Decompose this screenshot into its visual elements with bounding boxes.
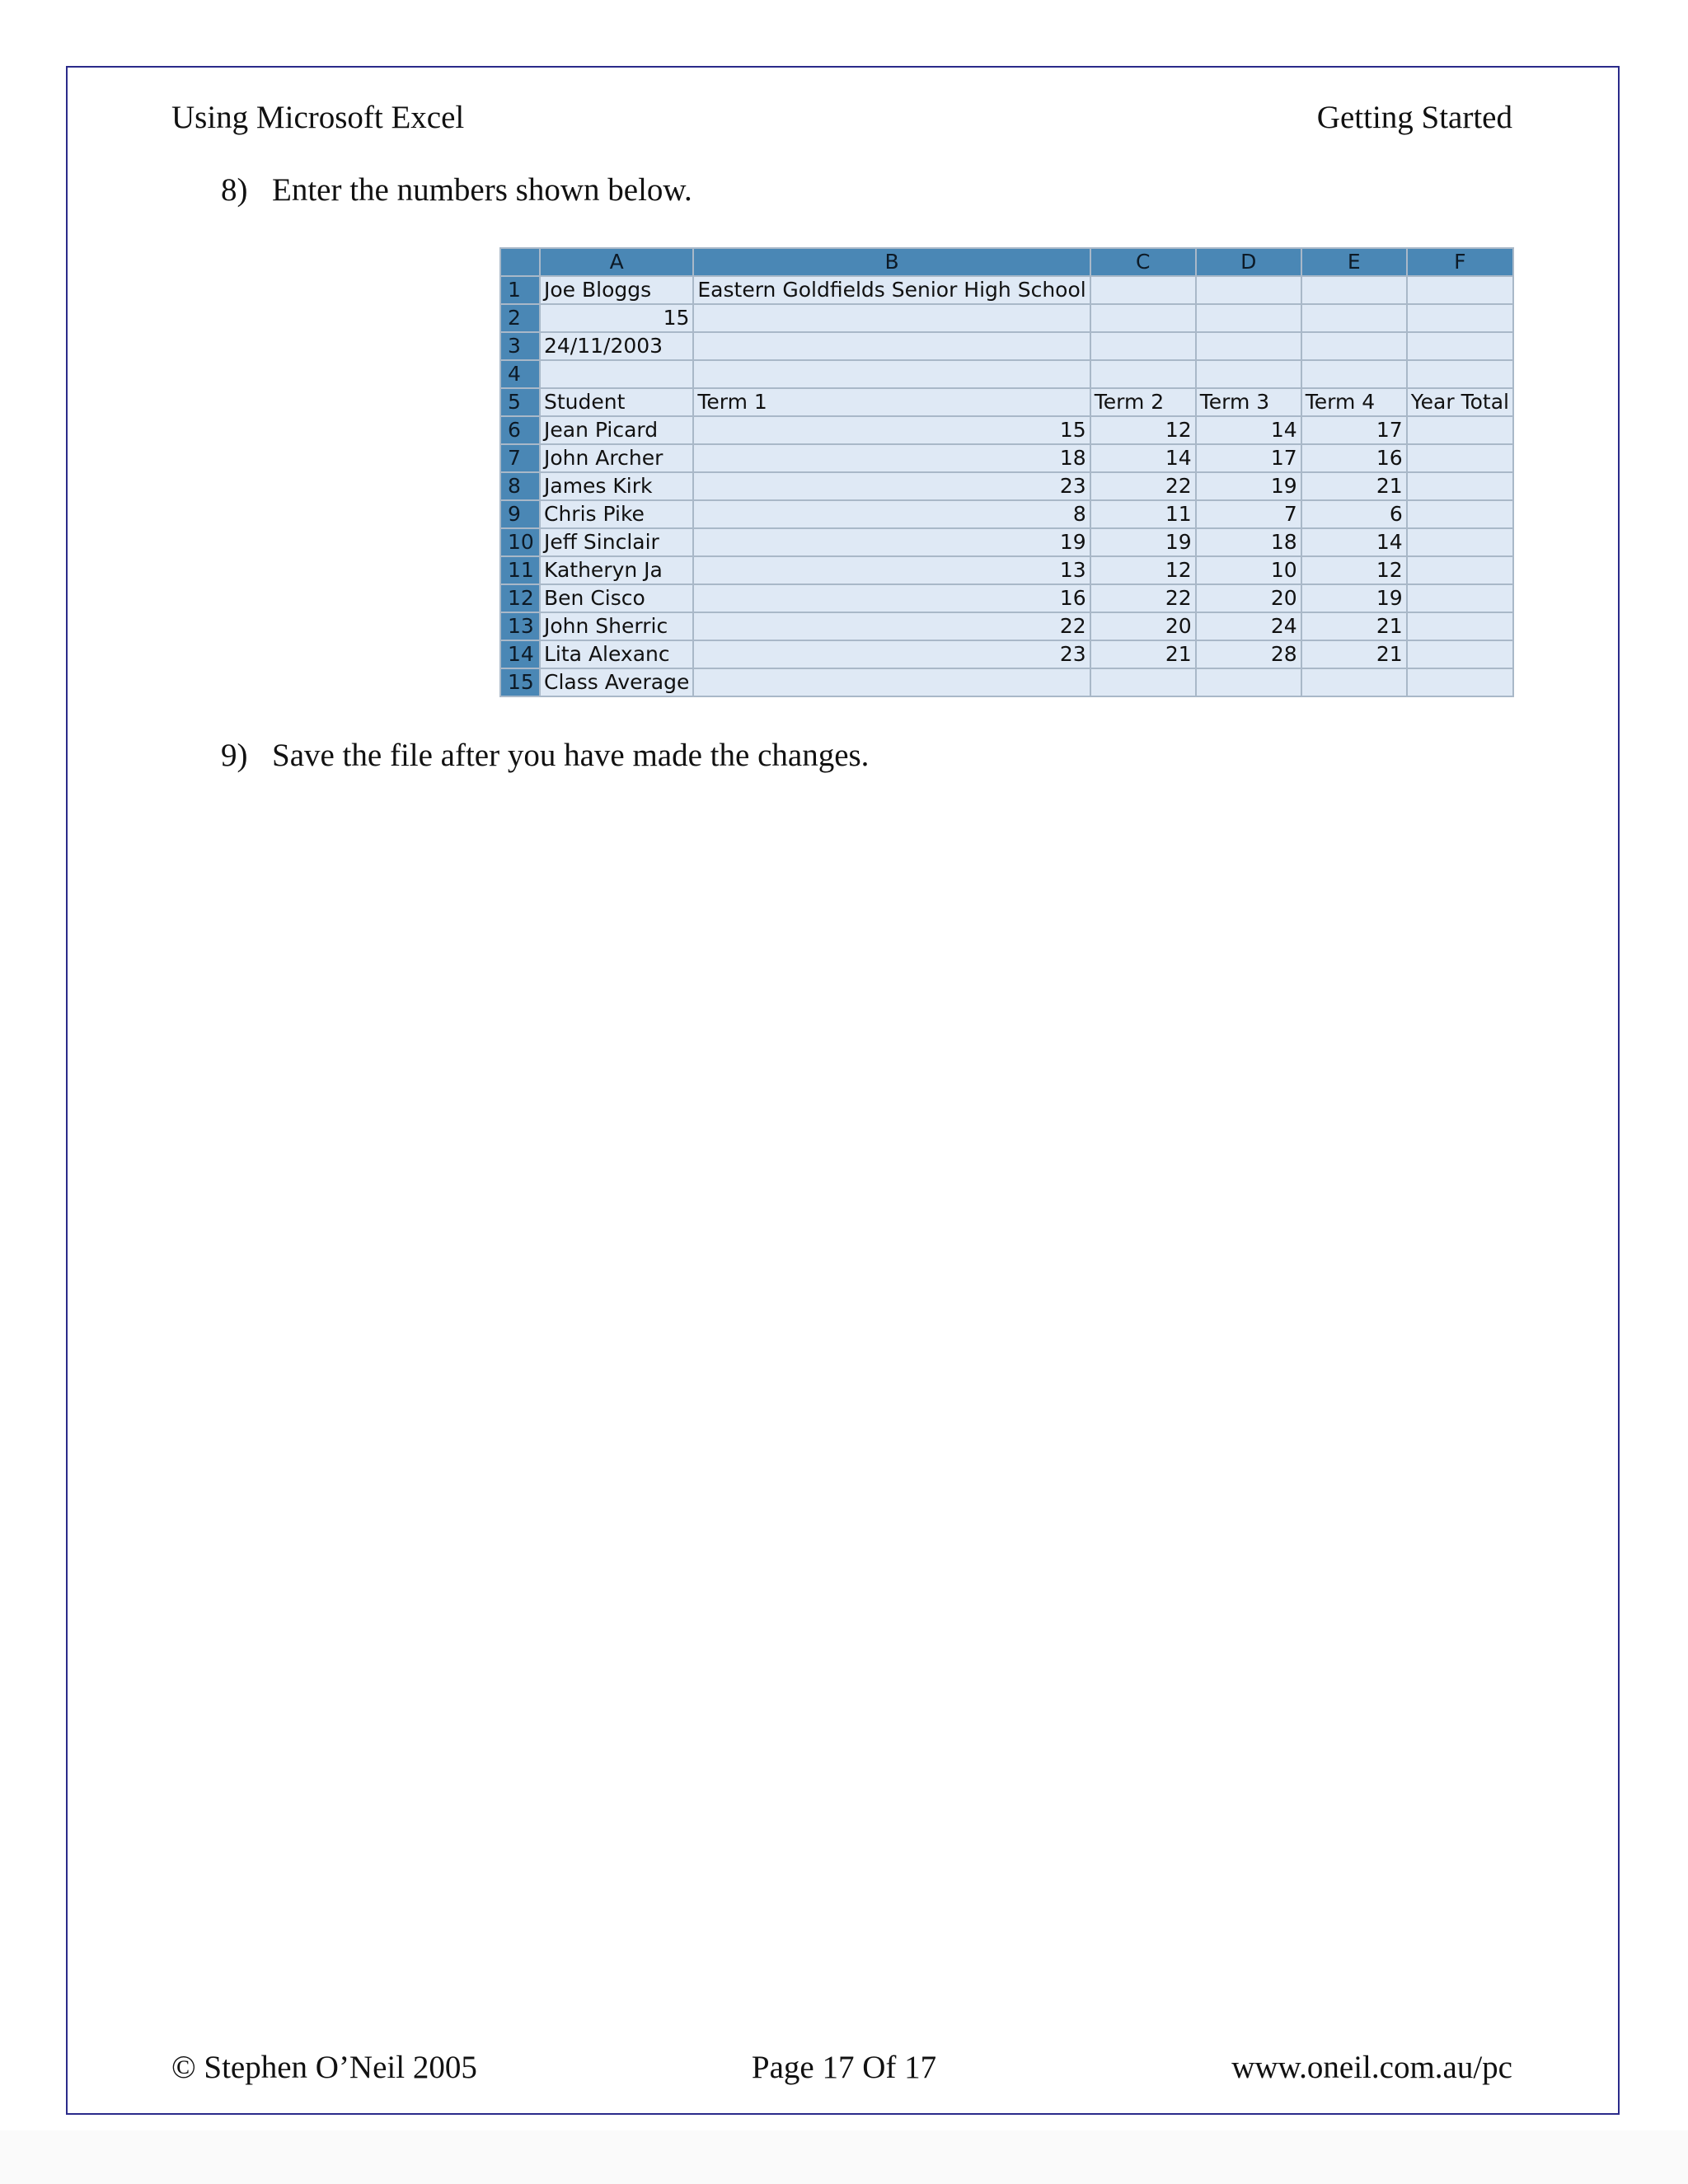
cell-a15: Class Average bbox=[540, 668, 693, 696]
cell-c2 bbox=[1090, 304, 1196, 332]
cell-e2 bbox=[1301, 304, 1407, 332]
cell-c15 bbox=[1090, 668, 1196, 696]
spreadsheet-row bbox=[500, 416, 1513, 444]
cell-b12: 16 bbox=[693, 584, 1090, 612]
cell-c6: 12 bbox=[1090, 416, 1196, 444]
cell-f8 bbox=[1407, 472, 1513, 500]
cell-d6: 14 bbox=[1196, 416, 1301, 444]
cell-d7: 17 bbox=[1196, 444, 1301, 472]
cell-c5: Term 2 bbox=[1090, 388, 1196, 416]
cell-a7: John Archer bbox=[540, 444, 693, 472]
step-text: Enter the numbers shown below. bbox=[272, 172, 692, 208]
cell-b14: 23 bbox=[693, 640, 1090, 668]
cell-b7: 18 bbox=[693, 444, 1090, 472]
column-header: A bbox=[540, 248, 693, 276]
cell-d4 bbox=[1196, 360, 1301, 388]
cell-a2: 15 bbox=[540, 304, 693, 332]
row-header: 8 bbox=[500, 472, 540, 500]
cell-a11: Katheryn Ja bbox=[540, 556, 693, 584]
step-number: 9) bbox=[221, 738, 248, 773]
cell-e7: 16 bbox=[1301, 444, 1407, 472]
spreadsheet-row bbox=[500, 640, 1513, 668]
cell-d9: 7 bbox=[1196, 500, 1301, 528]
cell-a6: Jean Picard bbox=[540, 416, 693, 444]
cell-b13: 22 bbox=[693, 612, 1090, 640]
cell-b2 bbox=[693, 304, 1090, 332]
cell-d13: 24 bbox=[1196, 612, 1301, 640]
header-section-title: Getting Started bbox=[1316, 100, 1512, 135]
spreadsheet-row bbox=[500, 388, 1513, 416]
cell-f4 bbox=[1407, 360, 1513, 388]
column-header: E bbox=[1301, 248, 1407, 276]
cell-e3 bbox=[1301, 332, 1407, 360]
cell-f11 bbox=[1407, 556, 1513, 584]
row-header: 7 bbox=[500, 444, 540, 472]
cell-f15 bbox=[1407, 668, 1513, 696]
cell-a5: Student bbox=[540, 388, 693, 416]
column-header: D bbox=[1196, 248, 1301, 276]
spreadsheet-row bbox=[500, 276, 1513, 304]
cell-c3 bbox=[1090, 332, 1196, 360]
cell-e5: Term 4 bbox=[1301, 388, 1407, 416]
cell-b15 bbox=[693, 668, 1090, 696]
row-header: 3 bbox=[500, 332, 540, 360]
cell-e10: 14 bbox=[1301, 528, 1407, 556]
cell-e1 bbox=[1301, 276, 1407, 304]
cell-c12: 22 bbox=[1090, 584, 1196, 612]
cell-c11: 12 bbox=[1090, 556, 1196, 584]
cell-f5: Year Total bbox=[1407, 388, 1513, 416]
cell-c4 bbox=[1090, 360, 1196, 388]
spreadsheet-row bbox=[500, 360, 1513, 388]
cell-a4 bbox=[540, 360, 693, 388]
spreadsheet-row bbox=[500, 444, 1513, 472]
row-header: 2 bbox=[500, 304, 540, 332]
cell-a12: Ben Cisco bbox=[540, 584, 693, 612]
cell-d5: Term 3 bbox=[1196, 388, 1301, 416]
cell-d10: 18 bbox=[1196, 528, 1301, 556]
row-header: 1 bbox=[500, 276, 540, 304]
cell-f13 bbox=[1407, 612, 1513, 640]
cell-d12: 20 bbox=[1196, 584, 1301, 612]
cell-c8: 22 bbox=[1090, 472, 1196, 500]
spreadsheet-row bbox=[500, 556, 1513, 584]
cell-d15 bbox=[1196, 668, 1301, 696]
cell-d1 bbox=[1196, 276, 1301, 304]
spreadsheet-screenshot bbox=[499, 247, 1514, 697]
cell-f12 bbox=[1407, 584, 1513, 612]
cell-e11: 12 bbox=[1301, 556, 1407, 584]
row-header: 14 bbox=[500, 640, 540, 668]
cell-d14: 28 bbox=[1196, 640, 1301, 668]
select-all-corner bbox=[500, 248, 540, 276]
cell-e8: 21 bbox=[1301, 472, 1407, 500]
step-text: Save the file after you have made the changes. bbox=[272, 738, 870, 773]
cell-c13: 20 bbox=[1090, 612, 1196, 640]
row-header: 10 bbox=[500, 528, 540, 556]
cell-e14: 21 bbox=[1301, 640, 1407, 668]
row-header: 11 bbox=[500, 556, 540, 584]
row-header: 5 bbox=[500, 388, 540, 416]
cell-e6: 17 bbox=[1301, 416, 1407, 444]
cell-e4 bbox=[1301, 360, 1407, 388]
cell-c14: 21 bbox=[1090, 640, 1196, 668]
cell-a14: Lita Alexanc bbox=[540, 640, 693, 668]
step-9 bbox=[221, 735, 869, 776]
cell-b8: 23 bbox=[693, 472, 1090, 500]
cell-b4 bbox=[693, 360, 1090, 388]
cell-b3 bbox=[693, 332, 1090, 360]
spreadsheet-row bbox=[500, 584, 1513, 612]
row-header: 15 bbox=[500, 668, 540, 696]
cell-d3 bbox=[1196, 332, 1301, 360]
spreadsheet-row bbox=[500, 332, 1513, 360]
cell-e15 bbox=[1301, 668, 1407, 696]
header-document-title: Using Microsoft Excel bbox=[171, 100, 465, 135]
cell-b1: Eastern Goldfields Senior High School bbox=[693, 276, 1090, 304]
cell-c7: 14 bbox=[1090, 444, 1196, 472]
row-header: 9 bbox=[500, 500, 540, 528]
cell-a8: James Kirk bbox=[540, 472, 693, 500]
row-header: 6 bbox=[500, 416, 540, 444]
column-header: B bbox=[693, 248, 1090, 276]
cell-c10: 19 bbox=[1090, 528, 1196, 556]
spreadsheet-row bbox=[500, 304, 1513, 332]
spreadsheet-row bbox=[500, 612, 1513, 640]
cell-a1: Joe Bloggs bbox=[540, 276, 693, 304]
cell-e9: 6 bbox=[1301, 500, 1407, 528]
cell-e13: 21 bbox=[1301, 612, 1407, 640]
step-number: 8) bbox=[221, 172, 248, 208]
cell-f10 bbox=[1407, 528, 1513, 556]
footer-copyright: © Stephen O’Neil 2005 bbox=[171, 2050, 477, 2085]
cell-b5: Term 1 bbox=[693, 388, 1090, 416]
column-header-row bbox=[500, 248, 1513, 276]
cell-c1 bbox=[1090, 276, 1196, 304]
cell-b9: 8 bbox=[693, 500, 1090, 528]
cell-a3: 24/11/2003 bbox=[540, 332, 693, 360]
spreadsheet-row bbox=[500, 472, 1513, 500]
cell-c9: 11 bbox=[1090, 500, 1196, 528]
cell-f9 bbox=[1407, 500, 1513, 528]
column-header: C bbox=[1090, 248, 1196, 276]
cell-b6: 15 bbox=[693, 416, 1090, 444]
cell-a9: Chris Pike bbox=[540, 500, 693, 528]
row-header: 4 bbox=[500, 360, 540, 388]
cell-a10: Jeff Sinclair bbox=[540, 528, 693, 556]
column-header: F bbox=[1407, 248, 1513, 276]
cell-f3 bbox=[1407, 332, 1513, 360]
spreadsheet-row bbox=[500, 668, 1513, 696]
footer-page-number: Page 17 Of 17 bbox=[751, 2050, 937, 2085]
cell-d11: 10 bbox=[1196, 556, 1301, 584]
cell-f2 bbox=[1407, 304, 1513, 332]
spreadsheet-row bbox=[500, 500, 1513, 528]
cell-f14 bbox=[1407, 640, 1513, 668]
cell-f7 bbox=[1407, 444, 1513, 472]
row-header: 12 bbox=[500, 584, 540, 612]
spreadsheet-row bbox=[500, 528, 1513, 556]
cell-a13: John Sherric bbox=[540, 612, 693, 640]
cell-f1 bbox=[1407, 276, 1513, 304]
cell-b10: 19 bbox=[693, 528, 1090, 556]
cell-f6 bbox=[1407, 416, 1513, 444]
page-bottom-margin bbox=[0, 2130, 1688, 2184]
cell-b11: 13 bbox=[693, 556, 1090, 584]
cell-d8: 19 bbox=[1196, 472, 1301, 500]
cell-e12: 19 bbox=[1301, 584, 1407, 612]
row-header: 13 bbox=[500, 612, 540, 640]
cell-d2 bbox=[1196, 304, 1301, 332]
step-8 bbox=[221, 170, 692, 211]
footer-website: www.oneil.com.au/pc bbox=[1231, 2050, 1512, 2085]
